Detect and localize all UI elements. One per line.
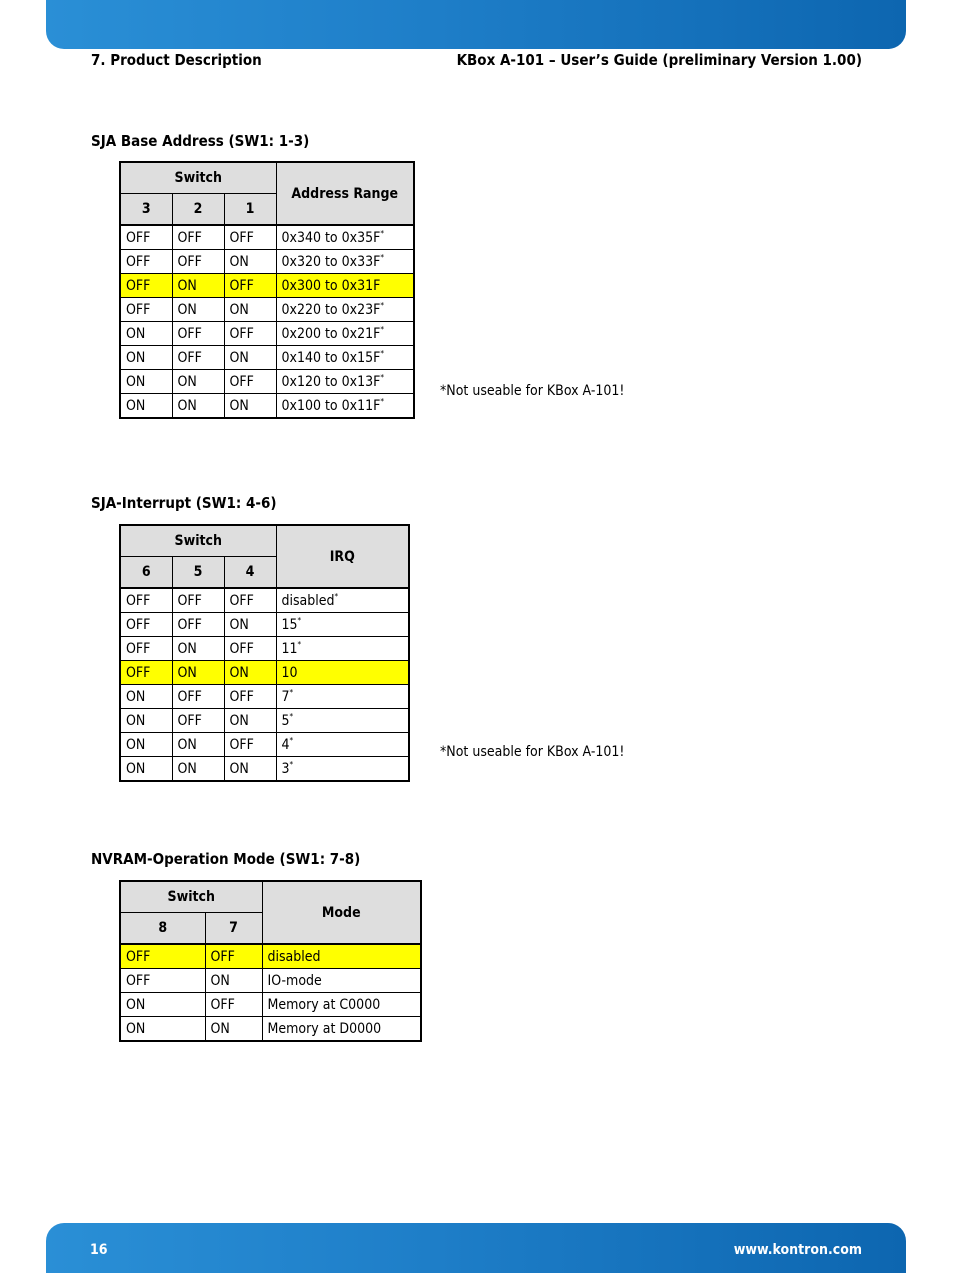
value-cell [276, 250, 414, 274]
switch-state-cell: OFF [172, 250, 224, 274]
switch-state-cell: OFF [224, 637, 276, 661]
value-cell [262, 1017, 421, 1042]
switch-state-cell: OFF [120, 661, 172, 685]
value-cell [276, 661, 409, 685]
switch-state-cell: OFF [224, 370, 276, 394]
header-section: 7. Product Description [91, 51, 262, 69]
footnote-marker: * [380, 348, 384, 358]
value-cell [262, 969, 421, 993]
value-cell [276, 370, 414, 394]
switch-state-cell: ON [172, 733, 224, 757]
sja-irq-footnote: *Not useable for KBox A-101! [440, 744, 625, 760]
value-header: Address Range [276, 162, 414, 225]
switch-header: Switch [120, 162, 276, 194]
value-text: 4 [281, 736, 290, 753]
switch-state-cell: OFF [172, 685, 224, 709]
value-text: IO-mode [267, 972, 322, 989]
table-row [120, 637, 409, 661]
switch-state-cell: OFF [205, 993, 262, 1017]
switch-state-cell: ON [172, 370, 224, 394]
switch-state-cell: OFF [120, 225, 172, 250]
table-row [120, 969, 421, 993]
switch-number-header: 4 [224, 557, 276, 589]
value-cell [276, 225, 414, 250]
switch-state-cell: OFF [172, 613, 224, 637]
switch-number-header: 5 [172, 557, 224, 589]
footnote-marker: * [334, 591, 339, 601]
switch-state-cell: OFF [224, 685, 276, 709]
nvram-table [119, 880, 422, 1042]
nvram-title: NVRAM-Operation Mode (SW1: 7-8) [91, 850, 361, 868]
switch-state-cell: OFF [120, 969, 205, 993]
switch-state-cell: OFF [172, 322, 224, 346]
header-row [120, 525, 409, 557]
header-doc-title: KBox A-101 – User’s Guide (preliminary Version 1.00) [456, 51, 862, 69]
value-cell [262, 993, 421, 1017]
switch-state-cell: ON [120, 757, 172, 782]
switch-state-cell: ON [120, 1017, 205, 1042]
value-cell [276, 685, 409, 709]
value-text: 15 [281, 616, 298, 633]
switch-state-cell: OFF [120, 250, 172, 274]
value-cell [276, 274, 414, 298]
switch-state-cell: OFF [120, 588, 172, 613]
value-text: 0x100 to 0x11F [281, 397, 381, 414]
switch-state-cell: OFF [172, 709, 224, 733]
switch-number-header: 3 [120, 194, 172, 226]
footnote-marker: * [380, 396, 384, 406]
switch-state-cell: ON [120, 733, 172, 757]
value-text: 0x320 to 0x33F [281, 253, 381, 270]
switch-state-cell: ON [120, 346, 172, 370]
switch-state-cell: ON [120, 322, 172, 346]
value-cell [276, 588, 409, 613]
website-link[interactable]: www.kontron.com [733, 1242, 862, 1258]
switch-state-cell: OFF [120, 637, 172, 661]
table-row [120, 588, 409, 613]
value-cell [262, 944, 421, 969]
value-text: disabled [267, 948, 321, 965]
value-text: 11 [281, 640, 298, 657]
value-text: 0x340 to 0x35F [281, 229, 381, 246]
switch-state-cell: ON [224, 661, 276, 685]
table-row [120, 225, 414, 250]
switch-number-header: 6 [120, 557, 172, 589]
table-row [120, 709, 409, 733]
footnote-marker: * [289, 735, 294, 745]
switch-number-header: 8 [120, 913, 205, 945]
switch-state-cell: ON [120, 685, 172, 709]
switch-state-cell: ON [120, 394, 172, 419]
header-row [120, 881, 421, 913]
table-row [120, 613, 409, 637]
value-text: 0x140 to 0x15F [281, 349, 381, 366]
switch-state-cell: OFF [224, 225, 276, 250]
value-text: Memory at C0000 [267, 996, 381, 1013]
switch-state-cell: OFF [120, 613, 172, 637]
value-cell [276, 637, 409, 661]
table-row [120, 250, 414, 274]
switch-header: Switch [120, 881, 262, 913]
value-header: IRQ [276, 525, 409, 588]
top-banner [46, 0, 906, 49]
switch-state-cell: ON [172, 298, 224, 322]
switch-state-cell: ON [224, 346, 276, 370]
table-row [120, 1017, 421, 1042]
bottom-banner [46, 1223, 906, 1273]
switch-state-cell: ON [224, 613, 276, 637]
switch-state-cell: ON [120, 993, 205, 1017]
table-row [120, 944, 421, 969]
value-text: 3 [281, 760, 290, 777]
sja-base-title: SJA Base Address (SW1: 1-3) [91, 132, 310, 150]
footnote-marker: * [380, 252, 384, 262]
footnote-marker: * [380, 228, 384, 238]
footnote-marker: * [289, 711, 294, 721]
switch-header: Switch [120, 525, 276, 557]
switch-state-cell: OFF [205, 944, 262, 969]
switch-state-cell: ON [172, 394, 224, 419]
value-text: 0x300 to 0x31F [281, 277, 381, 294]
table-row [120, 757, 409, 782]
footnote-marker: * [380, 372, 384, 382]
table-row [120, 661, 409, 685]
value-text: Memory at D0000 [267, 1020, 382, 1037]
switch-state-cell: ON [224, 757, 276, 782]
value-cell [276, 757, 409, 782]
switch-state-cell: ON [224, 298, 276, 322]
switch-state-cell: OFF [172, 588, 224, 613]
sja-base-table [119, 161, 415, 419]
value-cell [276, 394, 414, 419]
value-header: Mode [262, 881, 421, 944]
switch-state-cell: ON [205, 969, 262, 993]
table-row [120, 733, 409, 757]
switch-state-cell: OFF [224, 733, 276, 757]
value-text: 10 [281, 664, 298, 681]
table-row [120, 370, 414, 394]
page-number: 16 [90, 1242, 108, 1258]
switch-number-header: 7 [205, 913, 262, 945]
footnote-marker: * [380, 324, 384, 334]
table-row [120, 274, 414, 298]
switch-number-header: 2 [172, 194, 224, 226]
value-cell [276, 613, 409, 637]
switch-number-header: 1 [224, 194, 276, 226]
value-text: 5 [281, 712, 290, 729]
switch-state-cell: ON [224, 709, 276, 733]
table-row [120, 298, 414, 322]
sja-base-footnote: *Not useable for KBox A-101! [440, 383, 625, 399]
switch-state-cell: ON [172, 661, 224, 685]
value-text: 0x200 to 0x21F [281, 325, 381, 342]
value-cell [276, 346, 414, 370]
switch-state-cell: OFF [172, 225, 224, 250]
switch-state-cell: OFF [120, 298, 172, 322]
footnote-marker: * [297, 615, 302, 625]
header-row [120, 162, 414, 194]
value-text: disabled [281, 592, 335, 609]
switch-state-cell: ON [224, 394, 276, 419]
value-cell [276, 709, 409, 733]
sja-irq-title: SJA-Interrupt (SW1: 4-6) [91, 494, 277, 512]
switch-state-cell: ON [172, 757, 224, 782]
switch-state-cell: OFF [172, 346, 224, 370]
switch-state-cell: ON [120, 370, 172, 394]
value-cell [276, 322, 414, 346]
value-cell [276, 298, 414, 322]
footnote-marker: * [380, 300, 384, 310]
switch-state-cell: OFF [224, 588, 276, 613]
switch-state-cell: OFF [120, 944, 205, 969]
switch-state-cell: OFF [224, 274, 276, 298]
switch-state-cell: ON [205, 1017, 262, 1042]
value-text: 7 [281, 688, 290, 705]
table-row [120, 322, 414, 346]
switch-state-cell: OFF [120, 274, 172, 298]
switch-state-cell: OFF [224, 322, 276, 346]
switch-state-cell: ON [120, 709, 172, 733]
footnote-marker: * [297, 639, 302, 649]
switch-state-cell: ON [172, 274, 224, 298]
footnote-marker: * [289, 687, 294, 697]
switch-state-cell: ON [172, 637, 224, 661]
value-cell [276, 733, 409, 757]
switch-state-cell: ON [224, 250, 276, 274]
table-row [120, 993, 421, 1017]
sja-irq-table [119, 524, 410, 782]
table-row [120, 346, 414, 370]
value-text: 0x120 to 0x13F [281, 373, 381, 390]
value-text: 0x220 to 0x23F [281, 301, 381, 318]
table-row [120, 685, 409, 709]
footnote-marker: * [289, 759, 294, 769]
table-row [120, 394, 414, 419]
